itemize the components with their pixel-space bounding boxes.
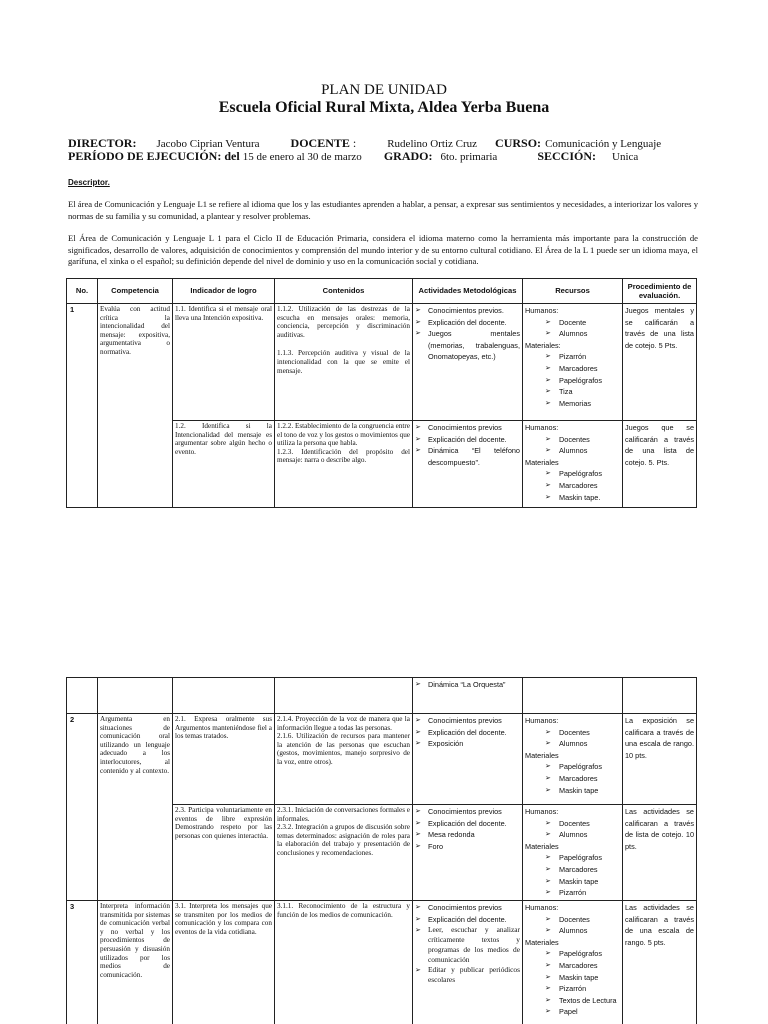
recurso-item: ➢ Papel — [525, 1006, 620, 1018]
competencia-cell: Argumenta en situaciones de comunicación oral utilizando un lenguaje adecuado a los interlocutores, al contenido y al contexto. — [98, 714, 173, 901]
recursos-cell — [523, 421, 623, 508]
indicador-cell: 3.1. Interpreta los mensajes que se transmiten por los medios de comunicación y los compara con eventos de la vida cotidiana. — [173, 901, 275, 1024]
contenidos-cell — [275, 421, 413, 508]
col-header-competencia: Competencia — [98, 279, 173, 304]
contenido-item: 2.3.2. Integración a grupos de discusión sobre temas determinados: asignación de roles para la elaboración del trabajo y presentación de conclusiones y recomendaciones. — [277, 823, 410, 857]
recurso-item: ➢ Alumnos — [525, 925, 620, 937]
recurso-item: ➢ Docente — [525, 317, 620, 329]
recurso-item: ➢ Maskin tape — [525, 785, 620, 797]
evaluacion-cell: Juegos que se calificarán a través de una lista de cotejo. 5. Pts. — [623, 421, 697, 508]
director-label: DIRECTOR: — [68, 136, 137, 150]
contenido-item: 2.1.6. Utilización de recursos para mantener la atención de las personas que escuchan (gestos, movimientos, manejo sorpresivo de la voz, entre otros). — [277, 732, 410, 766]
actividad-item: ➢ Conocimientos previos. — [415, 305, 520, 317]
contenido-item: 2.1.4. Proyección de la voz de manera que la información llegue a todas las personas. — [277, 715, 410, 732]
recursos-materiales-label: Materiales — [525, 750, 559, 760]
indicador-cell: 2.3. Participa voluntariamente en eventos de libre expresión Demostrando respeto por las personas con quienes interactúa. — [173, 805, 275, 901]
recurso-item: ➢ Pizarrón — [525, 351, 620, 363]
recurso-item: ➢ Maskin tape — [525, 972, 620, 984]
col-header-evaluacion: Procedimiento de evaluación. — [623, 279, 697, 304]
recurso-item: ➢ Papelógrafos — [525, 761, 620, 773]
empty-cell — [98, 678, 173, 714]
table-row — [67, 304, 697, 421]
col-header-contenidos: Contenidos — [275, 279, 413, 304]
actividades-cell — [413, 805, 523, 901]
document-page-2 — [0, 675, 768, 1024]
recurso-item: ➢ Pizarrón — [525, 887, 620, 899]
contenido-item: 2.3.1. Iniciación de conversaciones formales e informales. — [277, 806, 410, 823]
actividad-item: ➢ Mesa redonda — [415, 829, 520, 841]
document-title: PLAN DE UNIDAD — [321, 82, 447, 98]
recurso-item: ➢ Alumnos — [525, 738, 620, 750]
recursos-humanos-label: Humanos: — [525, 423, 559, 432]
empty-cell — [173, 678, 275, 714]
actividad-item: ➢ Explicación del docente. — [415, 317, 520, 329]
unit-plan-table — [66, 278, 697, 508]
periodo-label: PERÍODO DE EJECUCIÓN: del — [68, 149, 240, 163]
col-header-no: No. — [67, 279, 98, 304]
actividad-item: ➢ Foro — [415, 841, 520, 853]
recurso-item: ➢ Marcadores — [525, 773, 620, 785]
recurso-item: ➢ Alumnos — [525, 445, 620, 457]
recursos-materiales-label: Materiales — [525, 841, 559, 851]
recurso-item: ➢ Docentes — [525, 914, 620, 926]
empty-cell — [67, 678, 98, 714]
actividad-item: ➢ Explicación del docente. — [415, 434, 520, 446]
recurso-item: ➢ Marcadores — [525, 960, 620, 972]
recursos-humanos-label: Humanos: — [525, 716, 559, 725]
docente-name: Rudelino Ortiz Cruz — [387, 138, 478, 150]
evaluacion-cell: Las actividades se calificaran a través de una escala de rango. 5 pts. — [623, 901, 697, 1024]
indicador-cell: 1.1. Identifica si el mensaje oral lleva una Intención expositiva. — [173, 304, 275, 421]
actividad-item: ➢ Explicación del docente. — [415, 914, 520, 926]
competencia-cell: Evalúa con actitud crítica la intencionalidad del mensaje: expositiva, argumentativa o normativa. — [98, 304, 173, 508]
recurso-item: ➢ Papelógrafos — [525, 852, 620, 864]
table-row — [67, 714, 697, 805]
actividad-item: ➢ Editar y publicar periódicos escolares — [415, 965, 520, 985]
col-header-recursos: Recursos — [523, 279, 623, 304]
recurso-item: ➢ Pizarrón — [525, 983, 620, 995]
empty-cell — [523, 678, 623, 714]
recurso-item: ➢ Docentes — [525, 727, 620, 739]
recurso-item: ➢ Alumnos — [525, 328, 620, 340]
descriptor-label: Descriptor. — [68, 178, 110, 187]
docente-label: DOCENTE — [290, 136, 350, 150]
recurso-item: ➢ Papelógrafos — [525, 375, 620, 387]
unit-plan-table-continued — [66, 677, 697, 1024]
actividad-item: ➢ Dinámica “El teléfono descompuesto”. — [415, 445, 520, 468]
indicador-cell: 2.1. Expresa oralmente sus Argumentos manteniéndose fiel a los temas tratados. — [173, 714, 275, 805]
actividades-cell — [413, 714, 523, 805]
actividad-item: ➢ Explicación del docente. — [415, 818, 520, 830]
recurso-item: ➢ Docentes — [525, 434, 620, 446]
row-number: 2 — [67, 714, 98, 901]
evaluacion-cell: La exposición se calificara a través de una escala de rango. 10 pts. — [623, 714, 697, 805]
recursos-humanos-label: Humanos: — [525, 807, 559, 816]
header-line-1: DIRECTOR: Jacobo Ciprian Ventura DOCENTE : Rudelino Ortiz Cruz CURSO: Comunicación y Lenguaje — [68, 136, 662, 150]
indicador-cell: 1.2. Identifica si la Intencionalidad del mensaje es argumentar sobre algún hecho o evento. — [173, 421, 275, 508]
actividad-item: ➢ Conocimientos previos — [415, 902, 520, 914]
recursos-cell — [523, 714, 623, 805]
actividad-item: ➢ Dinámica “La Orquesta” — [415, 679, 520, 691]
recurso-item: ➢ Tiza — [525, 386, 620, 398]
contenidos-cell — [275, 304, 413, 421]
table-row-continued — [67, 678, 697, 714]
contenido-item: 1.2.2. Establecimiento de la congruencia entre el tono de voz y los gestos o movimientos que utiliza la persona que habla. — [277, 422, 410, 448]
actividad-item: ➢ Exposición — [415, 738, 520, 750]
recurso-item: ➢ Alumnos — [525, 829, 620, 841]
recursos-materiales-label: Materiales — [525, 457, 559, 467]
evaluacion-cell: Juegos mentales y se calificarán a través de una lista de cotejo. 5 Pts. — [623, 304, 697, 421]
empty-cell — [275, 678, 413, 714]
evaluacion-cell: Las actividades se calificaran a través de lista de cotejo. 10 pts. — [623, 805, 697, 901]
contenido-item: 1.1.2. Utilización de las destrezas de la escucha en mensajes orales: memoria, conciencia, percepción y discriminación auditivas. — [277, 305, 410, 339]
table-header-row — [67, 279, 697, 304]
contenidos-cell — [275, 714, 413, 805]
recurso-item: ➢ Docentes — [525, 818, 620, 830]
actividades-cell — [413, 678, 523, 714]
seccion-value: Unica — [612, 151, 639, 163]
actividad-item: ➢ Juegos mentales (memorias, trabalenguas, Onomatopeyas, etc.) — [415, 328, 520, 363]
recursos-materiales-label: Materiales: — [525, 340, 561, 350]
recurso-item: ➢ Maskin tape — [525, 876, 620, 888]
actividad-item: ➢ Conocimientos previos — [415, 806, 520, 818]
actividad-item: ➢ Conocimientos previos — [415, 715, 520, 727]
contenido-item: 3.1.1. Reconocimiento de la estructura y función de los medios de comunicación. — [277, 902, 410, 919]
recursos-humanos-label: Humanos: — [525, 903, 559, 912]
contenido-item: 1.2.3. Identificación del propósito del mensaje: narra o describe algo. — [277, 447, 410, 465]
recursos-humanos-label: Humanos: — [525, 306, 559, 315]
seccion-label: SECCIÓN: — [537, 149, 596, 163]
competencia-cell: Interpreta información transmitida por sistemas de comunicación verbal y no verbal y los procedimientos de persuasión y disuasión utilizados por los medios de comunicación. — [98, 901, 173, 1024]
grado-label: GRADO: — [383, 149, 433, 163]
header-line-2 — [68, 149, 638, 164]
recurso-item: ➢ Marcadores — [525, 864, 620, 876]
contenidos-cell — [275, 805, 413, 901]
curso-value: Comunicación y Lenguaje — [545, 138, 662, 150]
grado-value: 6to. primaria — [440, 151, 498, 163]
descriptor-paragraph-1: El área de Comunicación y Lenguaje L1 se refiere al idioma que los y las estudiantes aprenden a hablar, a pensar, a expresar sus sentimientos y necesidades, a interiorizar los valores y normas de su familia y su comunidad, a plantear y resolver problemas. — [68, 199, 698, 221]
actividades-cell — [413, 304, 523, 421]
recurso-item: ➢ Papelógrafos — [525, 948, 620, 960]
recurso-item: ➢ Memorias — [525, 398, 620, 410]
recursos-cell — [523, 901, 623, 1024]
recurso-item: ➢ Marcadores — [525, 480, 620, 492]
recurso-item: ➢ Papelógrafos — [525, 468, 620, 480]
col-header-actividades: Actividades Metodológicas — [413, 279, 523, 304]
recursos-cell — [523, 805, 623, 901]
actividades-cell — [413, 421, 523, 508]
actividad-item: ➢ Conocimientos previos — [415, 422, 520, 434]
col-header-indicador: Indicador de logro — [173, 279, 275, 304]
recursos-cell — [523, 304, 623, 421]
school-name: Escuela Oficial Rural Mixta, Aldea Yerba Buena — [218, 99, 550, 116]
curso-label: CURSO: — [495, 136, 542, 150]
row-number: 3 — [67, 901, 98, 1024]
table-row — [67, 901, 697, 1024]
director-name: Jacobo Ciprian Ventura — [156, 138, 260, 150]
actividad-item: ➢ Explicación del docente. — [415, 727, 520, 739]
recurso-item: ➢ Textos de Lectura — [525, 995, 620, 1007]
recursos-materiales-label: Materiales — [525, 937, 559, 947]
empty-cell — [623, 678, 697, 714]
descriptor-paragraph-2: El Área de Comunicación y Lenguaje L 1 para el Ciclo II de Educación Primaria, considera el idioma materno como la herramienta más importante para la construcción de significados, desarrollo de valores, adquisición de conocimientos y comprensión del mundo interior y de su entorno cultural cotidiano. El Área de la L 1 puede ser un idioma maya, el garífuna, el xinka o el español; su definición depende del nivel de dominio y uso en la comunicación social y cotidiana. — [68, 233, 698, 266]
actividades-cell — [413, 901, 523, 1024]
recurso-item: ➢ Marcadores — [525, 363, 620, 375]
recurso-item: ➢ Maskin tape. — [525, 492, 620, 504]
row-number: 1 — [67, 304, 98, 508]
actividad-item: ➢ Leer, escuchar y analizar críticamente textos y programas de los medios de comunicación — [415, 925, 520, 965]
contenido-item: 1.1.3. Percepción auditiva y visual de la intencionalidad con la que se emite el mensaje. — [277, 349, 410, 375]
periodo-value: 15 de enero al 30 de marzo — [242, 151, 362, 163]
contenidos-cell — [275, 901, 413, 1024]
